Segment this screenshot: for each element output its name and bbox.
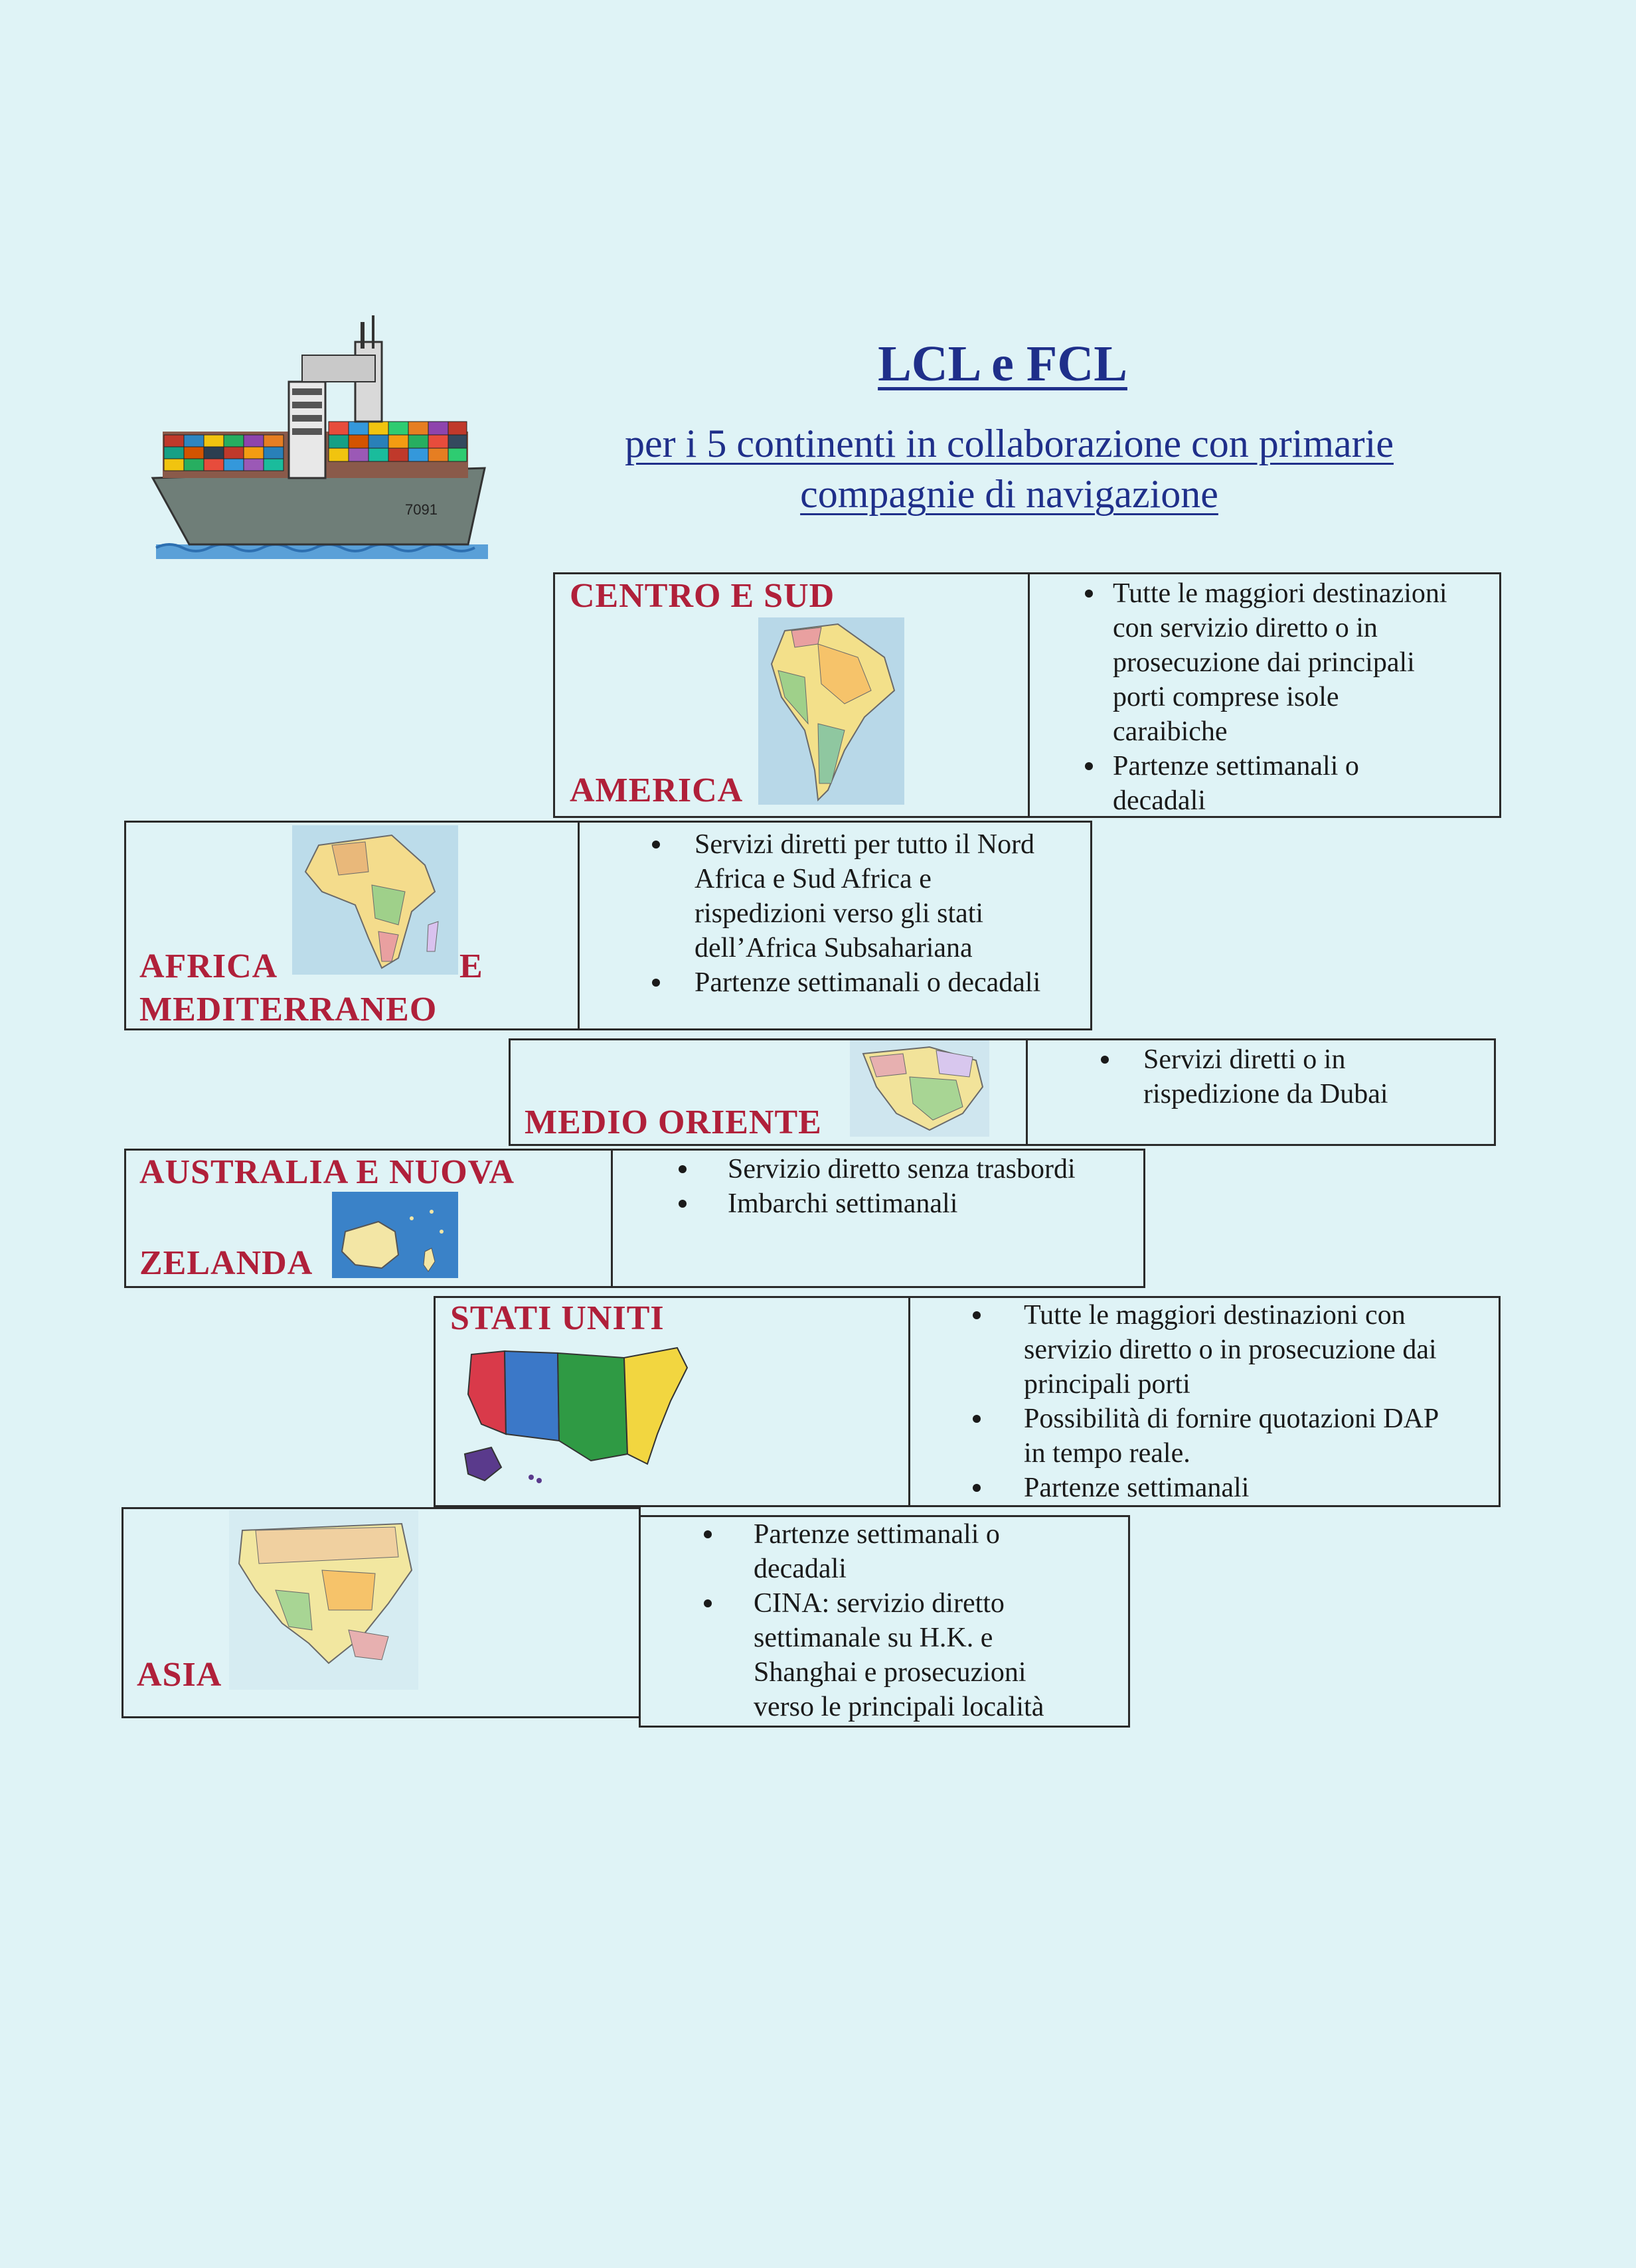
middle-east-map — [850, 1040, 989, 1137]
container-ship-illustration — [149, 315, 495, 568]
africa-label-top-right: E — [459, 947, 483, 985]
subtitle-line-2: compagnie di navigazione — [800, 472, 1218, 516]
list-item — [637, 965, 1089, 1000]
list-item — [1077, 749, 1495, 818]
list-item-text: Partenze settimanali — [1024, 1473, 1250, 1503]
list-item-text: Tutte le maggiori destinazioni con servizio diretto o in prosecuzione dai principali porti — [1024, 1300, 1437, 1400]
asia-bullet-list — [691, 1517, 1125, 1724]
africa-label-bottom: MEDITERRANEO — [139, 991, 438, 1028]
medio-oriente-label: MEDIO ORIENTE — [525, 1103, 822, 1141]
list-item — [664, 1186, 1139, 1221]
medio-oriente-bullet-list — [1076, 1042, 1487, 1111]
list-item-text: CINA: servizio diretto settimanale su H.K. e Shanghai e prosecuzioni verso le principali località — [754, 1588, 1044, 1722]
list-item — [1077, 576, 1495, 749]
list-item-text: Servizi diretti per tutto il Nord Africa e Sud Africa e rispedizioni verso gli stati dell’Africa Subsahariana — [695, 829, 1035, 963]
list-item-text: Partenze settimanali o decadali — [754, 1519, 1000, 1584]
australia-label-top: AUSTRALIA E NUOVA — [139, 1153, 515, 1191]
usa-timezone-map — [458, 1341, 697, 1491]
africa-bullet-list — [637, 827, 1089, 1000]
subtitle-line-1: per i 5 continenti in collaborazione con primarie — [625, 422, 1394, 465]
asia-label: ASIA — [137, 1656, 222, 1694]
list-item-text: Servizi diretti o in rispedizione da Dubai — [1143, 1044, 1388, 1109]
list-item — [691, 1586, 1125, 1724]
svg-text:7091: 7091 — [405, 501, 438, 518]
list-item-text: Imbarchi settimanali — [728, 1188, 958, 1219]
australia-bullet-list — [664, 1152, 1139, 1221]
page-title: LCL e FCL — [878, 336, 1127, 392]
list-item-text: Possibilità di fornire quotazioni DAP in tempo reale. — [1024, 1404, 1439, 1469]
asia-map — [229, 1510, 418, 1690]
list-item — [1076, 1042, 1487, 1111]
list-item-text: Partenze settimanali o decadali — [1113, 751, 1359, 816]
list-item — [956, 1298, 1497, 1402]
list-item — [664, 1152, 1139, 1186]
america-label-top: CENTRO E SUD — [570, 577, 835, 615]
oceania-map — [332, 1192, 458, 1278]
list-item-text: Tutte le maggiori destinazioni con servizio diretto o in prosecuzione dai principali porti comprese isole caraibiche — [1113, 578, 1447, 747]
list-item — [691, 1517, 1125, 1586]
list-item — [637, 827, 1089, 965]
america-label-bottom: AMERICA — [570, 771, 744, 809]
list-item-text: Partenze settimanali o decadali — [695, 967, 1041, 998]
australia-label-bottom: ZELANDA — [139, 1244, 313, 1282]
stati-uniti-label: STATI UNITI — [450, 1299, 665, 1337]
list-item-text: Servizio diretto senza trasbordi — [728, 1154, 1076, 1184]
south-america-map — [758, 617, 904, 805]
list-item — [956, 1471, 1497, 1505]
america-bullet-list — [1077, 576, 1495, 818]
stati-uniti-bullet-list — [956, 1298, 1497, 1505]
list-item — [956, 1402, 1497, 1471]
africa-map — [292, 825, 458, 975]
africa-label-top-left: AFRICA — [139, 947, 278, 985]
page-subtitle — [544, 418, 1474, 519]
